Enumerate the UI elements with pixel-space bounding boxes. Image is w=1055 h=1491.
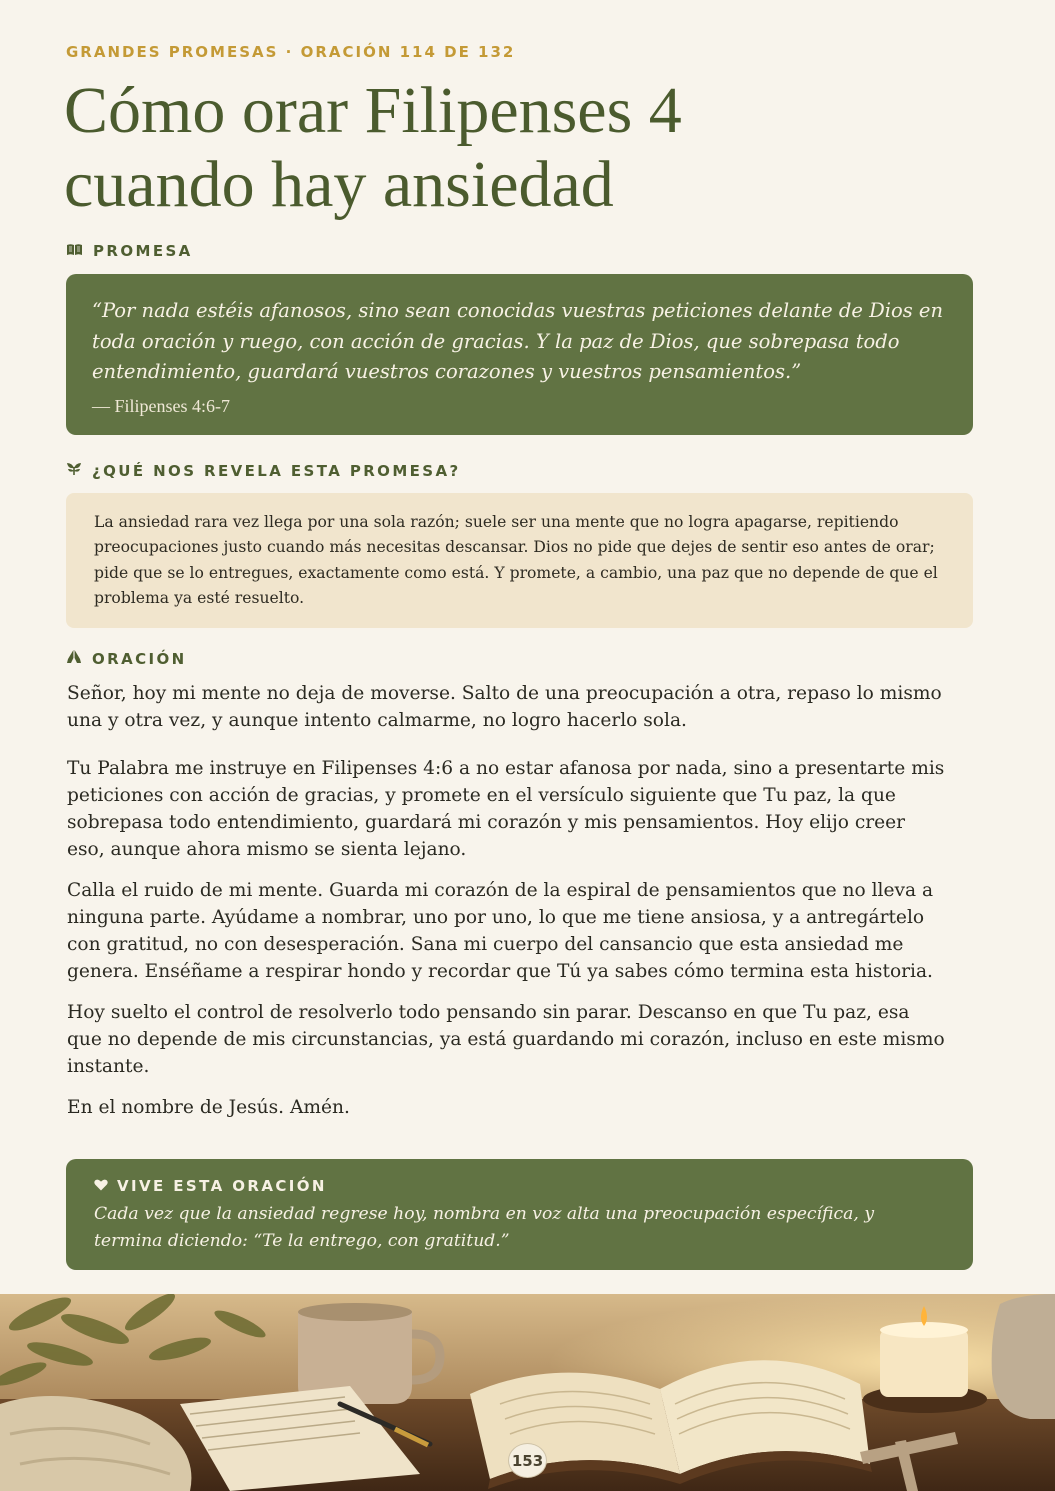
title-line-1: Cómo orar Filipenses 4 <box>64 74 682 147</box>
prayer-section-label <box>66 649 187 668</box>
praying-hands-icon <box>66 649 82 668</box>
prayer-closing: En el nombre de Jesús. Amén. <box>67 1097 350 1118</box>
leaf-icon <box>66 461 82 480</box>
prayer-label: ORACIÓN <box>92 649 187 668</box>
promise-section-label <box>66 242 193 260</box>
heart-icon <box>94 1177 108 1195</box>
page-title <box>64 74 964 222</box>
prayer-paragraph: Tu Palabra me instruye en Filipenses 4:6 a no estar afanosa por nada, sino a presentarte mis peticiones con acción de gracias, y promete en el versículo siguiente que Tu paz, la que sobrepasa todo entendimiento, guardará mi corazón y mis pensamientos. Hoy elijo creer eso, aunque ahora mismo se sienta lejano. <box>67 758 945 860</box>
prayer-paragraph: Calla el ruido de mi mente. Guarda mi corazón de la espiral de pensamientos que no lleva a ninguna parte. Ayúdame a nombrar, uno por uno, lo que me tiene ansiosa, y a antregártelo con gratitud, no con desesperación. Sana mi cuerpo del cansancio que esta ansiedad me genera. Enséñame a respirar hondo y recordar que Tú ya sabes cómo termina esta historia. <box>67 880 934 982</box>
series-kicker: GRANDES PROMESAS · ORACIÓN 114 DE 132 <box>66 43 516 61</box>
live-label: VIVE ESTA ORACIÓN <box>117 1177 327 1195</box>
reveal-text: La ansiedad rara vez llega por una sola razón; suele ser una mente que no logra apagarse, repitiendo preocupaciones justo cuando más necesitas descansar. Dios no pide que dejes de sentir eso antes de orar; pide que se lo entregues, exactamente como está. Y promete, a cambio, una paz que no depende de que el problema ya esté resuelto. <box>94 513 938 607</box>
reveal-box <box>66 493 973 628</box>
title-line-2: cuando hay ansiedad <box>64 148 614 221</box>
prayer-paragraph: Señor, hoy mi mente no deja de moverse. Salto de una preocupación a otra, repaso lo mismo una y otra vez, y aunque intento calmarme, no logro hacerlo sola. <box>67 683 942 731</box>
prayer-body <box>67 680 947 1121</box>
open-book-icon <box>66 242 83 260</box>
page-number: 153 <box>508 1443 547 1478</box>
live-prayer-box <box>66 1159 973 1270</box>
promise-box <box>66 274 973 435</box>
prayer-paragraph: Hoy suelto el control de resolverlo todo pensando sin parar. Descanso en que Tu paz, esa que no depende de mis circunstancias, ya está guardando mi corazón, incluso en este mismo instante. <box>67 1002 945 1077</box>
live-text: Cada vez que la ansiedad regrese hoy, nombra en voz alta una preocupación específica, y termina diciendo: “Te la entrego, con gratitud.” <box>94 1204 875 1251</box>
reveal-section-label <box>66 461 461 480</box>
promise-label: PROMESA <box>93 242 193 260</box>
live-section-label <box>94 1177 945 1195</box>
promise-reference: — Filipenses 4:6-7 <box>92 395 230 416</box>
promise-quote: “Por nada estéis afanosos, sino sean conocidas vuestras peticiones delante de Dios en toda oración y ruego, con acción de gracias. Y la paz de Dios, que sobrepasa todo entendimiento, guardará vuestros corazones y vuestros pensamientos.” <box>92 299 944 383</box>
reveal-label: ¿QUÉ NOS REVELA ESTA PROMESA? <box>92 461 461 480</box>
